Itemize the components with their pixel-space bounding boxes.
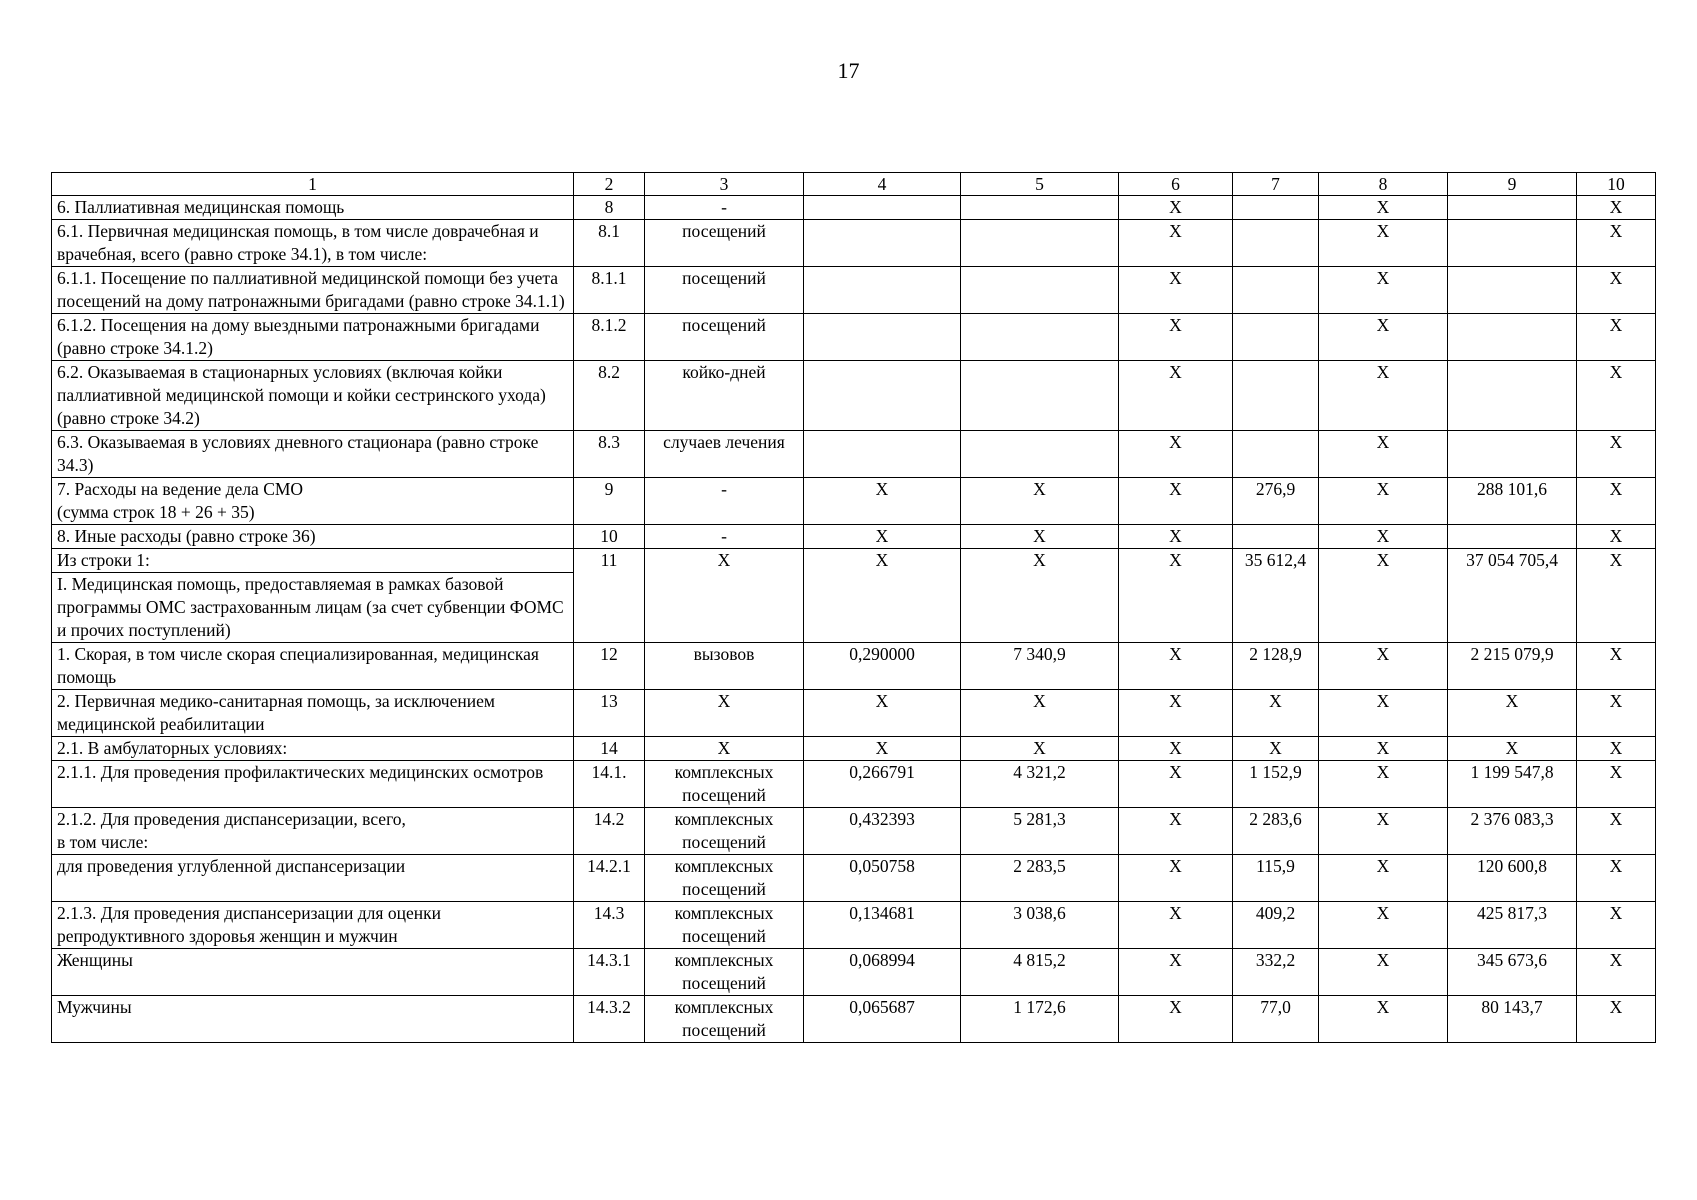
- cell-c7: Х: [1233, 737, 1319, 761]
- cell-c4: 0,290000: [804, 643, 961, 690]
- cell-c10: Х: [1577, 643, 1656, 690]
- cell-c7: 2 283,6: [1233, 808, 1319, 855]
- cell-c10: Х: [1577, 267, 1656, 314]
- cell-c6: Х: [1119, 902, 1233, 949]
- header-cell: 7: [1233, 173, 1319, 196]
- cell-c3: комплексных посещений: [645, 996, 804, 1043]
- cell-c3: Х: [645, 737, 804, 761]
- row-label: 6.2. Оказываемая в стационарных условиях (включая койки паллиативной медицинской помощи и койки сестринского ухода) (равно строке 34.2): [57, 362, 546, 428]
- table-row: [52, 690, 1656, 737]
- table-row: [52, 267, 1656, 314]
- cell-c10: Х: [1577, 690, 1656, 737]
- cell-c8: Х: [1319, 267, 1448, 314]
- cell-c6: Х: [1119, 361, 1233, 431]
- row-label-continued: (сумма строк 18 + 26 + 35): [57, 502, 255, 522]
- row-label-cell: [52, 690, 574, 737]
- table-row: [52, 737, 1656, 761]
- row-label-cell: [52, 902, 574, 949]
- row-label: 2.1.1. Для проведения профилактических медицинских осмотров: [57, 762, 544, 782]
- cell-c8: Х: [1319, 361, 1448, 431]
- cell-c10: Х: [1577, 431, 1656, 478]
- row-label-cell: [52, 314, 574, 361]
- cell-c7: [1233, 525, 1319, 549]
- cell-c5: Х: [961, 690, 1119, 737]
- cell-c5: 3 038,6: [961, 902, 1119, 949]
- row-label: 2.1. В амбулаторных условиях:: [57, 738, 288, 758]
- row-label: 8. Иные расходы (равно строке 36): [57, 526, 316, 546]
- cell-c5: Х: [961, 737, 1119, 761]
- header-cell: 2: [574, 173, 645, 196]
- header-cell: 3: [645, 173, 804, 196]
- row-label: 7. Расходы на ведение дела СМО: [57, 479, 304, 499]
- cell-c10: Х: [1577, 220, 1656, 267]
- cell-c3: комплексных посещений: [645, 855, 804, 902]
- cell-c9: 80 143,7: [1448, 996, 1577, 1043]
- cell-c6: Х: [1119, 220, 1233, 267]
- row-label: для проведения углубленной диспансеризации: [57, 856, 406, 876]
- cell-c8: Х: [1319, 196, 1448, 220]
- header-row: [52, 173, 1656, 196]
- cell-c9: 345 673,6: [1448, 949, 1577, 996]
- cell-c8: Х: [1319, 525, 1448, 549]
- cell-c10: Х: [1577, 949, 1656, 996]
- cell-c6: Х: [1119, 996, 1233, 1043]
- row-label-continued: I. Медицинская помощь, предоставляемая в рамках базовой программы ОМС застрахованным лицам (за счет субвенции ФОМС и прочих поступлений): [57, 574, 564, 640]
- cell-c4: [804, 361, 961, 431]
- cell-c9: 120 600,8: [1448, 855, 1577, 902]
- table-row: [52, 643, 1656, 690]
- row-label-cell: [52, 267, 574, 314]
- table-row: [52, 996, 1656, 1043]
- cell-c9: 1 199 547,8: [1448, 761, 1577, 808]
- row-label: Мужчины: [57, 997, 132, 1017]
- cell-c5: [961, 220, 1119, 267]
- cell-c9: Х: [1448, 737, 1577, 761]
- row-label-cell: [52, 855, 574, 902]
- cell-c6: Х: [1119, 196, 1233, 220]
- cell-c8: Х: [1319, 220, 1448, 267]
- cell-c2: 14.2.1: [574, 855, 645, 902]
- cell-c8: Х: [1319, 737, 1448, 761]
- cell-c6: Х: [1119, 643, 1233, 690]
- cell-c5: 4 815,2: [961, 949, 1119, 996]
- cell-c5: 5 281,3: [961, 808, 1119, 855]
- cell-c4: 0,134681: [804, 902, 961, 949]
- row-label-continued: в том числе:: [57, 832, 149, 852]
- cell-c2: 14.1.: [574, 761, 645, 808]
- cell-c9: Х: [1448, 690, 1577, 737]
- row-label: Из строки 1:: [52, 549, 573, 573]
- cell-c7: 332,2: [1233, 949, 1319, 996]
- cell-c2: 12: [574, 643, 645, 690]
- cell-c4: Х: [804, 549, 961, 643]
- cell-c2: 10: [574, 525, 645, 549]
- cell-c5: [961, 196, 1119, 220]
- header-cell: 8: [1319, 173, 1448, 196]
- cell-c7: 2 128,9: [1233, 643, 1319, 690]
- cell-c3: посещений: [645, 267, 804, 314]
- header-cell: 1: [52, 173, 574, 196]
- row-label: 6.3. Оказываемая в условиях дневного стационара (равно строке 34.3): [57, 432, 539, 475]
- cell-c4: Х: [804, 525, 961, 549]
- cell-c5: [961, 431, 1119, 478]
- cell-c10: Х: [1577, 196, 1656, 220]
- cell-c9: [1448, 361, 1577, 431]
- cell-c9: [1448, 220, 1577, 267]
- header-cell: 10: [1577, 173, 1656, 196]
- cell-c3: комплексных посещений: [645, 761, 804, 808]
- cell-c3: посещений: [645, 220, 804, 267]
- cell-c5: [961, 314, 1119, 361]
- header-cell: 6: [1119, 173, 1233, 196]
- cell-c6: Х: [1119, 525, 1233, 549]
- cell-c7: [1233, 431, 1319, 478]
- cell-c3: комплексных посещений: [645, 902, 804, 949]
- row-label-cell: [52, 808, 574, 855]
- table-row: [52, 220, 1656, 267]
- row-label-cell: [52, 737, 574, 761]
- row-label: 2.1.2. Для проведения диспансеризации, всего,: [57, 809, 406, 829]
- cell-c4: 0,050758: [804, 855, 961, 902]
- cell-c2: 8: [574, 196, 645, 220]
- cell-c3: комплексных посещений: [645, 949, 804, 996]
- table-row: [52, 949, 1656, 996]
- row-label-cell: [52, 996, 574, 1043]
- cell-c9: 2 376 083,3: [1448, 808, 1577, 855]
- cell-c6: Х: [1119, 478, 1233, 525]
- table-row: [52, 902, 1656, 949]
- cell-c6: Х: [1119, 737, 1233, 761]
- cell-c6: Х: [1119, 855, 1233, 902]
- row-label-cell: [52, 949, 574, 996]
- cell-c7: [1233, 314, 1319, 361]
- cell-c7: [1233, 361, 1319, 431]
- cell-c4: 0,266791: [804, 761, 961, 808]
- row-label-cell: [52, 549, 574, 643]
- cell-c8: Х: [1319, 855, 1448, 902]
- cell-c7: 77,0: [1233, 996, 1319, 1043]
- cell-c7: [1233, 196, 1319, 220]
- report-table: [51, 172, 1656, 1043]
- row-label-cell: [52, 478, 574, 525]
- cell-c6: Х: [1119, 808, 1233, 855]
- cell-c6: Х: [1119, 761, 1233, 808]
- cell-c4: [804, 314, 961, 361]
- cell-c8: Х: [1319, 690, 1448, 737]
- row-label: 6.1. Первичная медицинская помощь, в том числе доврачебная и врачебная, всего (равно строке 34.1), в том числе:: [57, 221, 539, 264]
- cell-c3: вызовов: [645, 643, 804, 690]
- cell-c3: -: [645, 478, 804, 525]
- cell-c4: [804, 220, 961, 267]
- cell-c10: Х: [1577, 808, 1656, 855]
- row-label-cell: [52, 196, 574, 220]
- cell-c3: Х: [645, 549, 804, 643]
- cell-c4: 0,068994: [804, 949, 961, 996]
- row-label: 2.1.3. Для проведения диспансеризации для оценки репродуктивного здоровья женщин и мужчин: [57, 903, 441, 946]
- cell-c2: 8.3: [574, 431, 645, 478]
- cell-c7: [1233, 267, 1319, 314]
- cell-c5: [961, 361, 1119, 431]
- cell-c8: Х: [1319, 902, 1448, 949]
- table-row: [52, 549, 1656, 643]
- row-label-cell: [52, 220, 574, 267]
- table-row: [52, 761, 1656, 808]
- cell-c10: Х: [1577, 361, 1656, 431]
- cell-c4: Х: [804, 737, 961, 761]
- cell-c2: 13: [574, 690, 645, 737]
- row-label-cell: [52, 761, 574, 808]
- cell-c7: Х: [1233, 690, 1319, 737]
- cell-c9: [1448, 314, 1577, 361]
- cell-c8: Х: [1319, 549, 1448, 643]
- cell-c10: Х: [1577, 761, 1656, 808]
- cell-c4: Х: [804, 690, 961, 737]
- cell-c3: Х: [645, 690, 804, 737]
- cell-c7: 276,9: [1233, 478, 1319, 525]
- cell-c2: 8.2: [574, 361, 645, 431]
- cell-c4: [804, 267, 961, 314]
- cell-c2: 11: [574, 549, 645, 643]
- row-label: 1. Скорая, в том числе скорая специализированная, медицинская помощь: [57, 644, 539, 687]
- row-label-cell: [52, 361, 574, 431]
- cell-c3: комплексных посещений: [645, 808, 804, 855]
- cell-c5: [961, 267, 1119, 314]
- row-label-cell: [52, 643, 574, 690]
- cell-c8: Х: [1319, 643, 1448, 690]
- cell-c7: 1 152,9: [1233, 761, 1319, 808]
- header-cell: 9: [1448, 173, 1577, 196]
- header-cell: 5: [961, 173, 1119, 196]
- cell-c5: 1 172,6: [961, 996, 1119, 1043]
- cell-c7: [1233, 220, 1319, 267]
- table-row: [52, 361, 1656, 431]
- cell-c9: [1448, 196, 1577, 220]
- cell-c5: Х: [961, 478, 1119, 525]
- cell-c10: Х: [1577, 996, 1656, 1043]
- table-row: [52, 196, 1656, 220]
- cell-c5: 4 321,2: [961, 761, 1119, 808]
- cell-c10: Х: [1577, 525, 1656, 549]
- cell-c2: 8.1: [574, 220, 645, 267]
- cell-c3: случаев лечения: [645, 431, 804, 478]
- cell-c7: 115,9: [1233, 855, 1319, 902]
- cell-c8: Х: [1319, 761, 1448, 808]
- cell-c6: Х: [1119, 314, 1233, 361]
- row-label-cell: [52, 525, 574, 549]
- cell-c6: Х: [1119, 690, 1233, 737]
- cell-c10: Х: [1577, 314, 1656, 361]
- row-label: 6.1.1. Посещение по паллиативной медицинской помощи без учета посещений на дому патронажными бригадами (равно строке 34.1.1): [57, 268, 565, 311]
- cell-c2: 14.3: [574, 902, 645, 949]
- cell-c8: Х: [1319, 808, 1448, 855]
- cell-c10: Х: [1577, 902, 1656, 949]
- cell-c8: Х: [1319, 478, 1448, 525]
- cell-c9: [1448, 525, 1577, 549]
- cell-c6: Х: [1119, 431, 1233, 478]
- table-row: [52, 314, 1656, 361]
- cell-c6: Х: [1119, 549, 1233, 643]
- cell-c6: Х: [1119, 949, 1233, 996]
- cell-c9: 425 817,3: [1448, 902, 1577, 949]
- header-cell: 4: [804, 173, 961, 196]
- cell-c9: 288 101,6: [1448, 478, 1577, 525]
- row-label: 2. Первичная медико-санитарная помощь, за исключением медицинской реабилитации: [57, 691, 495, 734]
- cell-c5: Х: [961, 549, 1119, 643]
- cell-c7: 35 612,4: [1233, 549, 1319, 643]
- cell-c2: 14: [574, 737, 645, 761]
- cell-c2: 14.3.2: [574, 996, 645, 1043]
- cell-c9: 37 054 705,4: [1448, 549, 1577, 643]
- cell-c4: Х: [804, 478, 961, 525]
- cell-c6: Х: [1119, 267, 1233, 314]
- table-row: [52, 525, 1656, 549]
- cell-c3: койко-дней: [645, 361, 804, 431]
- table-body: [52, 196, 1656, 1043]
- table-row: [52, 855, 1656, 902]
- cell-c7: 409,2: [1233, 902, 1319, 949]
- cell-c9: [1448, 431, 1577, 478]
- cell-c3: -: [645, 196, 804, 220]
- cell-c8: Х: [1319, 996, 1448, 1043]
- cell-c2: 8.1.1: [574, 267, 645, 314]
- cell-c10: Х: [1577, 549, 1656, 643]
- row-label: Женщины: [57, 950, 133, 970]
- cell-c10: Х: [1577, 737, 1656, 761]
- row-label: 6.1.2. Посещения на дому выездными патронажными бригадами (равно строке 34.1.2): [57, 315, 540, 358]
- cell-c5: 2 283,5: [961, 855, 1119, 902]
- cell-c5: Х: [961, 525, 1119, 549]
- cell-c4: 0,432393: [804, 808, 961, 855]
- cell-c3: посещений: [645, 314, 804, 361]
- row-label-cell: [52, 431, 574, 478]
- cell-c8: Х: [1319, 314, 1448, 361]
- cell-c4: [804, 196, 961, 220]
- table-row: [52, 808, 1656, 855]
- cell-c4: [804, 431, 961, 478]
- cell-c4: 0,065687: [804, 996, 961, 1043]
- cell-c2: 14.2: [574, 808, 645, 855]
- page-number: 17: [837, 58, 860, 83]
- cell-c8: Х: [1319, 949, 1448, 996]
- table-row: [52, 431, 1656, 478]
- row-label: 6. Паллиативная медицинская помощь: [57, 197, 345, 217]
- cell-c8: Х: [1319, 431, 1448, 478]
- cell-c2: 8.1.2: [574, 314, 645, 361]
- cell-c2: 14.3.1: [574, 949, 645, 996]
- cell-c9: 2 215 079,9: [1448, 643, 1577, 690]
- cell-c3: -: [645, 525, 804, 549]
- cell-c10: Х: [1577, 478, 1656, 525]
- table-row: [52, 478, 1656, 525]
- cell-c5: 7 340,9: [961, 643, 1119, 690]
- cell-c9: [1448, 267, 1577, 314]
- cell-c2: 9: [574, 478, 645, 525]
- cell-c10: Х: [1577, 855, 1656, 902]
